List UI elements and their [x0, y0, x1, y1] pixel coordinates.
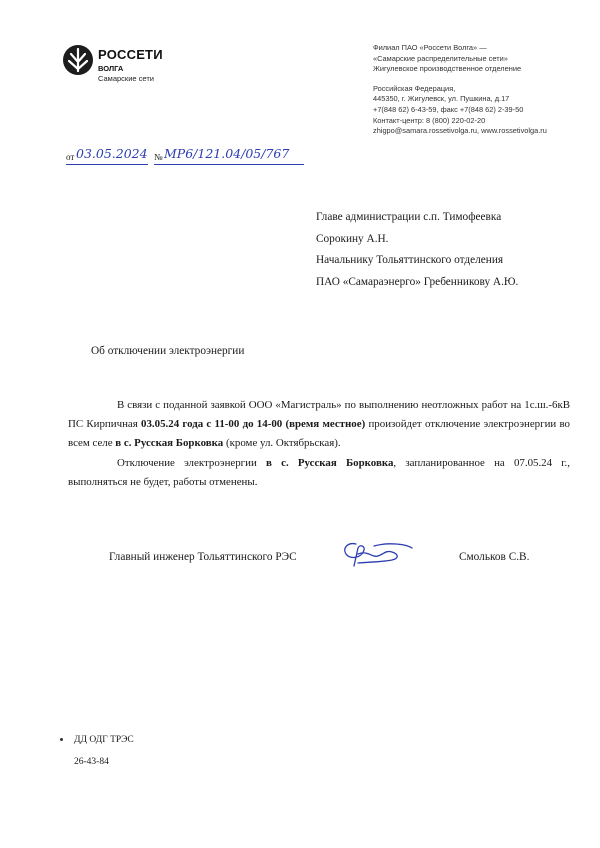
sender-line: Российская Федерация, — [373, 83, 456, 93]
recipient-line: Сорокину А.Н. — [316, 232, 389, 245]
ref-number: МР6/121.04/05/767 — [164, 146, 290, 161]
letter-subject: Об отключении электроэнергии — [91, 345, 245, 357]
sender-line: zhigpo@samara.rossetivolga.ru, www.rossetivolga.ru — [373, 126, 547, 136]
signatory-title: Главный инженер Тольяттинского РЭС — [109, 551, 297, 563]
logo-subtitle-region: ВОЛГА — [98, 64, 124, 73]
company-logo — [62, 44, 182, 90]
sender-line: Контакт-центр: 8 (800) 220-02-20 — [373, 115, 486, 125]
rosseti-logo-icon — [62, 44, 94, 76]
executor-phone: 26-43-84 — [74, 757, 109, 767]
signatory-name: Смольков С.В. — [459, 551, 530, 563]
handwritten-signature — [328, 536, 420, 572]
recipient-line: Начальнику Тольяттинского отделения — [316, 254, 504, 267]
letter-body — [68, 396, 570, 492]
ref-number-prefix: № — [154, 152, 163, 162]
sender-line: Филиал ПАО «Россети Волга» — — [373, 43, 487, 52]
logo-subtitle-branch: Самарские сети — [98, 74, 154, 83]
sender-line: +7(848 62) 6-43-59, факс +7(848 62) 2-39-50 — [373, 104, 524, 114]
ref-date: 03.05.2024 — [76, 146, 148, 161]
logo-name: РОССЕТИ — [98, 47, 163, 62]
ref-date-underline — [66, 164, 148, 165]
body-paragraph-1: В связи с поданной заявкой ООО «Магистраль» по выполнению неотложных работ на 1с.ш.-6кВ ПС Кирпичная 03.05.24 года с 11-00 до 14-00 (время местное) произойдет отключение электроэнергии во всем селе в с. Русская Борковка (кроме ул. Октябрьская). — [68, 399, 571, 450]
body-paragraph-2: Отключение электроэнергии в с. Русская Борковка, запланированное на 07.05.24 г., выполняться не будет, работы отменены. — [68, 456, 570, 488]
executor-department: ДД ОДГ ТРЭС — [74, 735, 134, 745]
sender-line: Жигулевское производственное отделение — [373, 64, 522, 74]
ref-date-prefix: от — [66, 152, 75, 162]
reference-line — [66, 146, 326, 170]
sender-line: 445350, г. Жигулевск, ул. Пушкина, д.17 — [373, 94, 510, 104]
margin-mark — [60, 738, 63, 741]
recipient-line: ПАО «Самараэнерго» Гребенникову А.Ю. — [316, 275, 519, 288]
recipient-line: Главе администрации с.п. Тимофеевка — [316, 211, 502, 223]
sender-line: «Самарские распределительные сети» — [373, 53, 508, 63]
sender-address-block — [373, 43, 588, 137]
recipients-block — [316, 207, 518, 293]
ref-number-underline — [154, 164, 304, 165]
